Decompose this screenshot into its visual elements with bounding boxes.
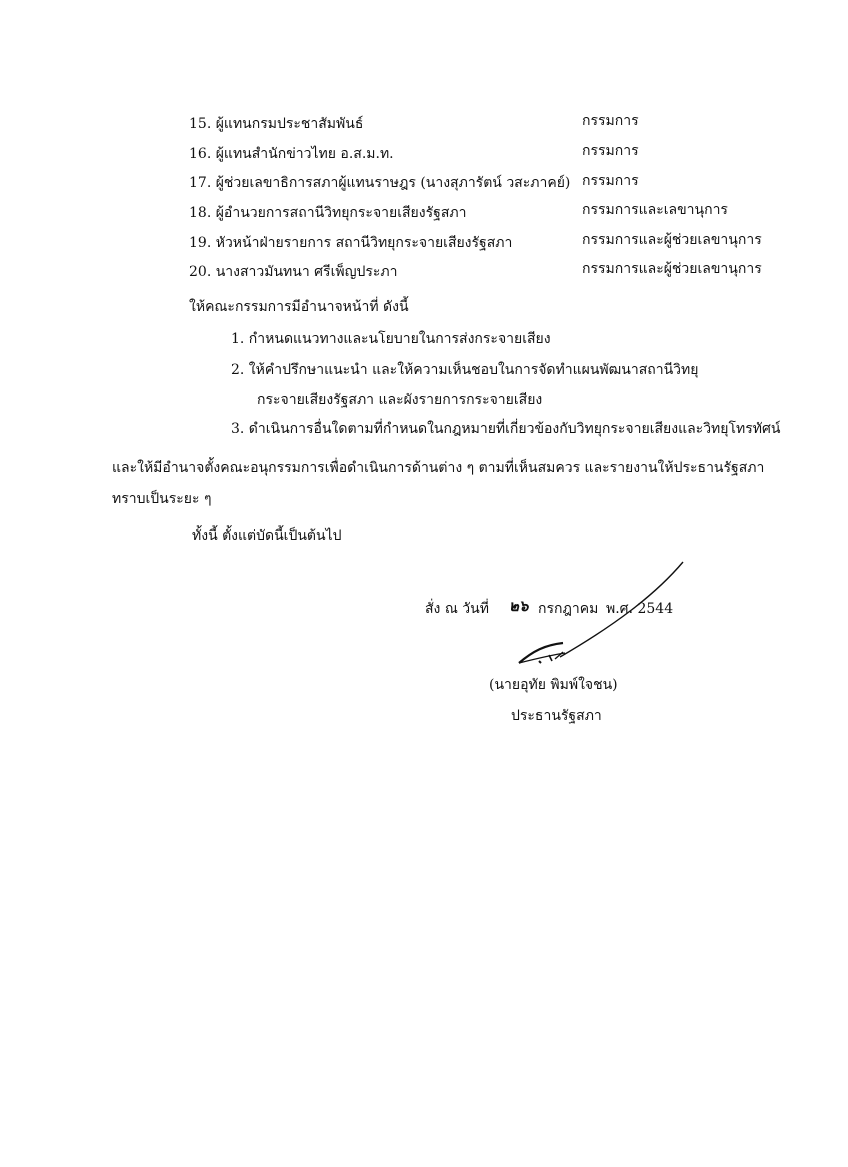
duty-item-2-line-2: กระจายเสียงรัฐสภา และผังรายการกระจายเสียง bbox=[257, 392, 543, 408]
member-18-name: 18. ผู้อำนวยการสถานีวิทยุกระจายเสียงรัฐสภา bbox=[189, 205, 467, 221]
member-17-role: กรรมการ bbox=[582, 173, 639, 189]
member-16-role: กรรมการ bbox=[582, 143, 639, 159]
member-19-role: กรรมการและผู้ช่วยเลขานุการ bbox=[582, 232, 762, 248]
duty-item-3: 3. ดำเนินการอื่นใดตามที่กำหนดในกฎหมายที่เกี่ยวข้องกับวิทยุกระจายเสียงและวิทยุโทรทัศน์ bbox=[231, 421, 781, 437]
order-date-month: กรกฎาคม bbox=[538, 601, 599, 617]
member-18-role: กรรมการและเลขานุการ bbox=[582, 202, 728, 218]
authority-paragraph-line-2: ทราบเป็นระยะ ๆ bbox=[112, 491, 212, 507]
effective-statement: ทั้งนี้ ตั้งแต่บัดนี้เป็นต้นไป bbox=[192, 528, 342, 544]
member-16-name: 16. ผู้แทนสำนักข่าวไทย อ.ส.ม.ท. bbox=[189, 146, 394, 162]
handwritten-signature bbox=[505, 555, 695, 675]
member-20-role: กรรมการและผู้ช่วยเลขานุการ bbox=[582, 261, 762, 277]
duty-item-1: 1. กำหนดแนวทางและนโยบายในการส่งกระจายเสียง bbox=[231, 331, 551, 347]
member-15-name: 15. ผู้แทนกรมประชาสัมพันธ์ bbox=[189, 116, 364, 132]
authority-paragraph-line-1: และให้มีอำนาจตั้งคณะอนุกรรมการเพื่อดำเนินการด้านต่าง ๆ ตามที่เห็นสมควร และรายงานให้ประธานรัฐสภา bbox=[112, 460, 765, 476]
signatory-title: ประธานรัฐสภา bbox=[511, 708, 602, 724]
order-date-year: พ.ศ. 2544 bbox=[606, 601, 674, 617]
order-date-prefix: สั่ง ณ วันที่ bbox=[425, 601, 489, 617]
duties-intro: ให้คณะกรรมการมีอำนาจหน้าที่ ดังนี้ bbox=[189, 299, 409, 315]
member-19-name: 19. หัวหน้าฝ่ายรายการ สถานีวิทยุกระจายเสียงรัฐสภา bbox=[189, 235, 513, 251]
member-20-name: 20. นางสาวมันทนา ศรีเพ็ญประภา bbox=[189, 264, 398, 280]
member-15-role: กรรมการ bbox=[582, 113, 639, 129]
duty-item-2-line-1: 2. ให้คำปรึกษาแนะนำ และให้ความเห็นชอบในการจัดทำแผนพัฒนาสถานีวิทยุ bbox=[231, 362, 699, 378]
member-17-name: 17. ผู้ช่วยเลขาธิการสภาผู้แทนราษฎร (นางสุภารัตน์ วสะภาคย์) bbox=[189, 175, 571, 191]
order-date-day: ๒๖ bbox=[509, 597, 529, 615]
signatory-name: (นายอุทัย พิมพ์ใจชน) bbox=[489, 677, 618, 693]
